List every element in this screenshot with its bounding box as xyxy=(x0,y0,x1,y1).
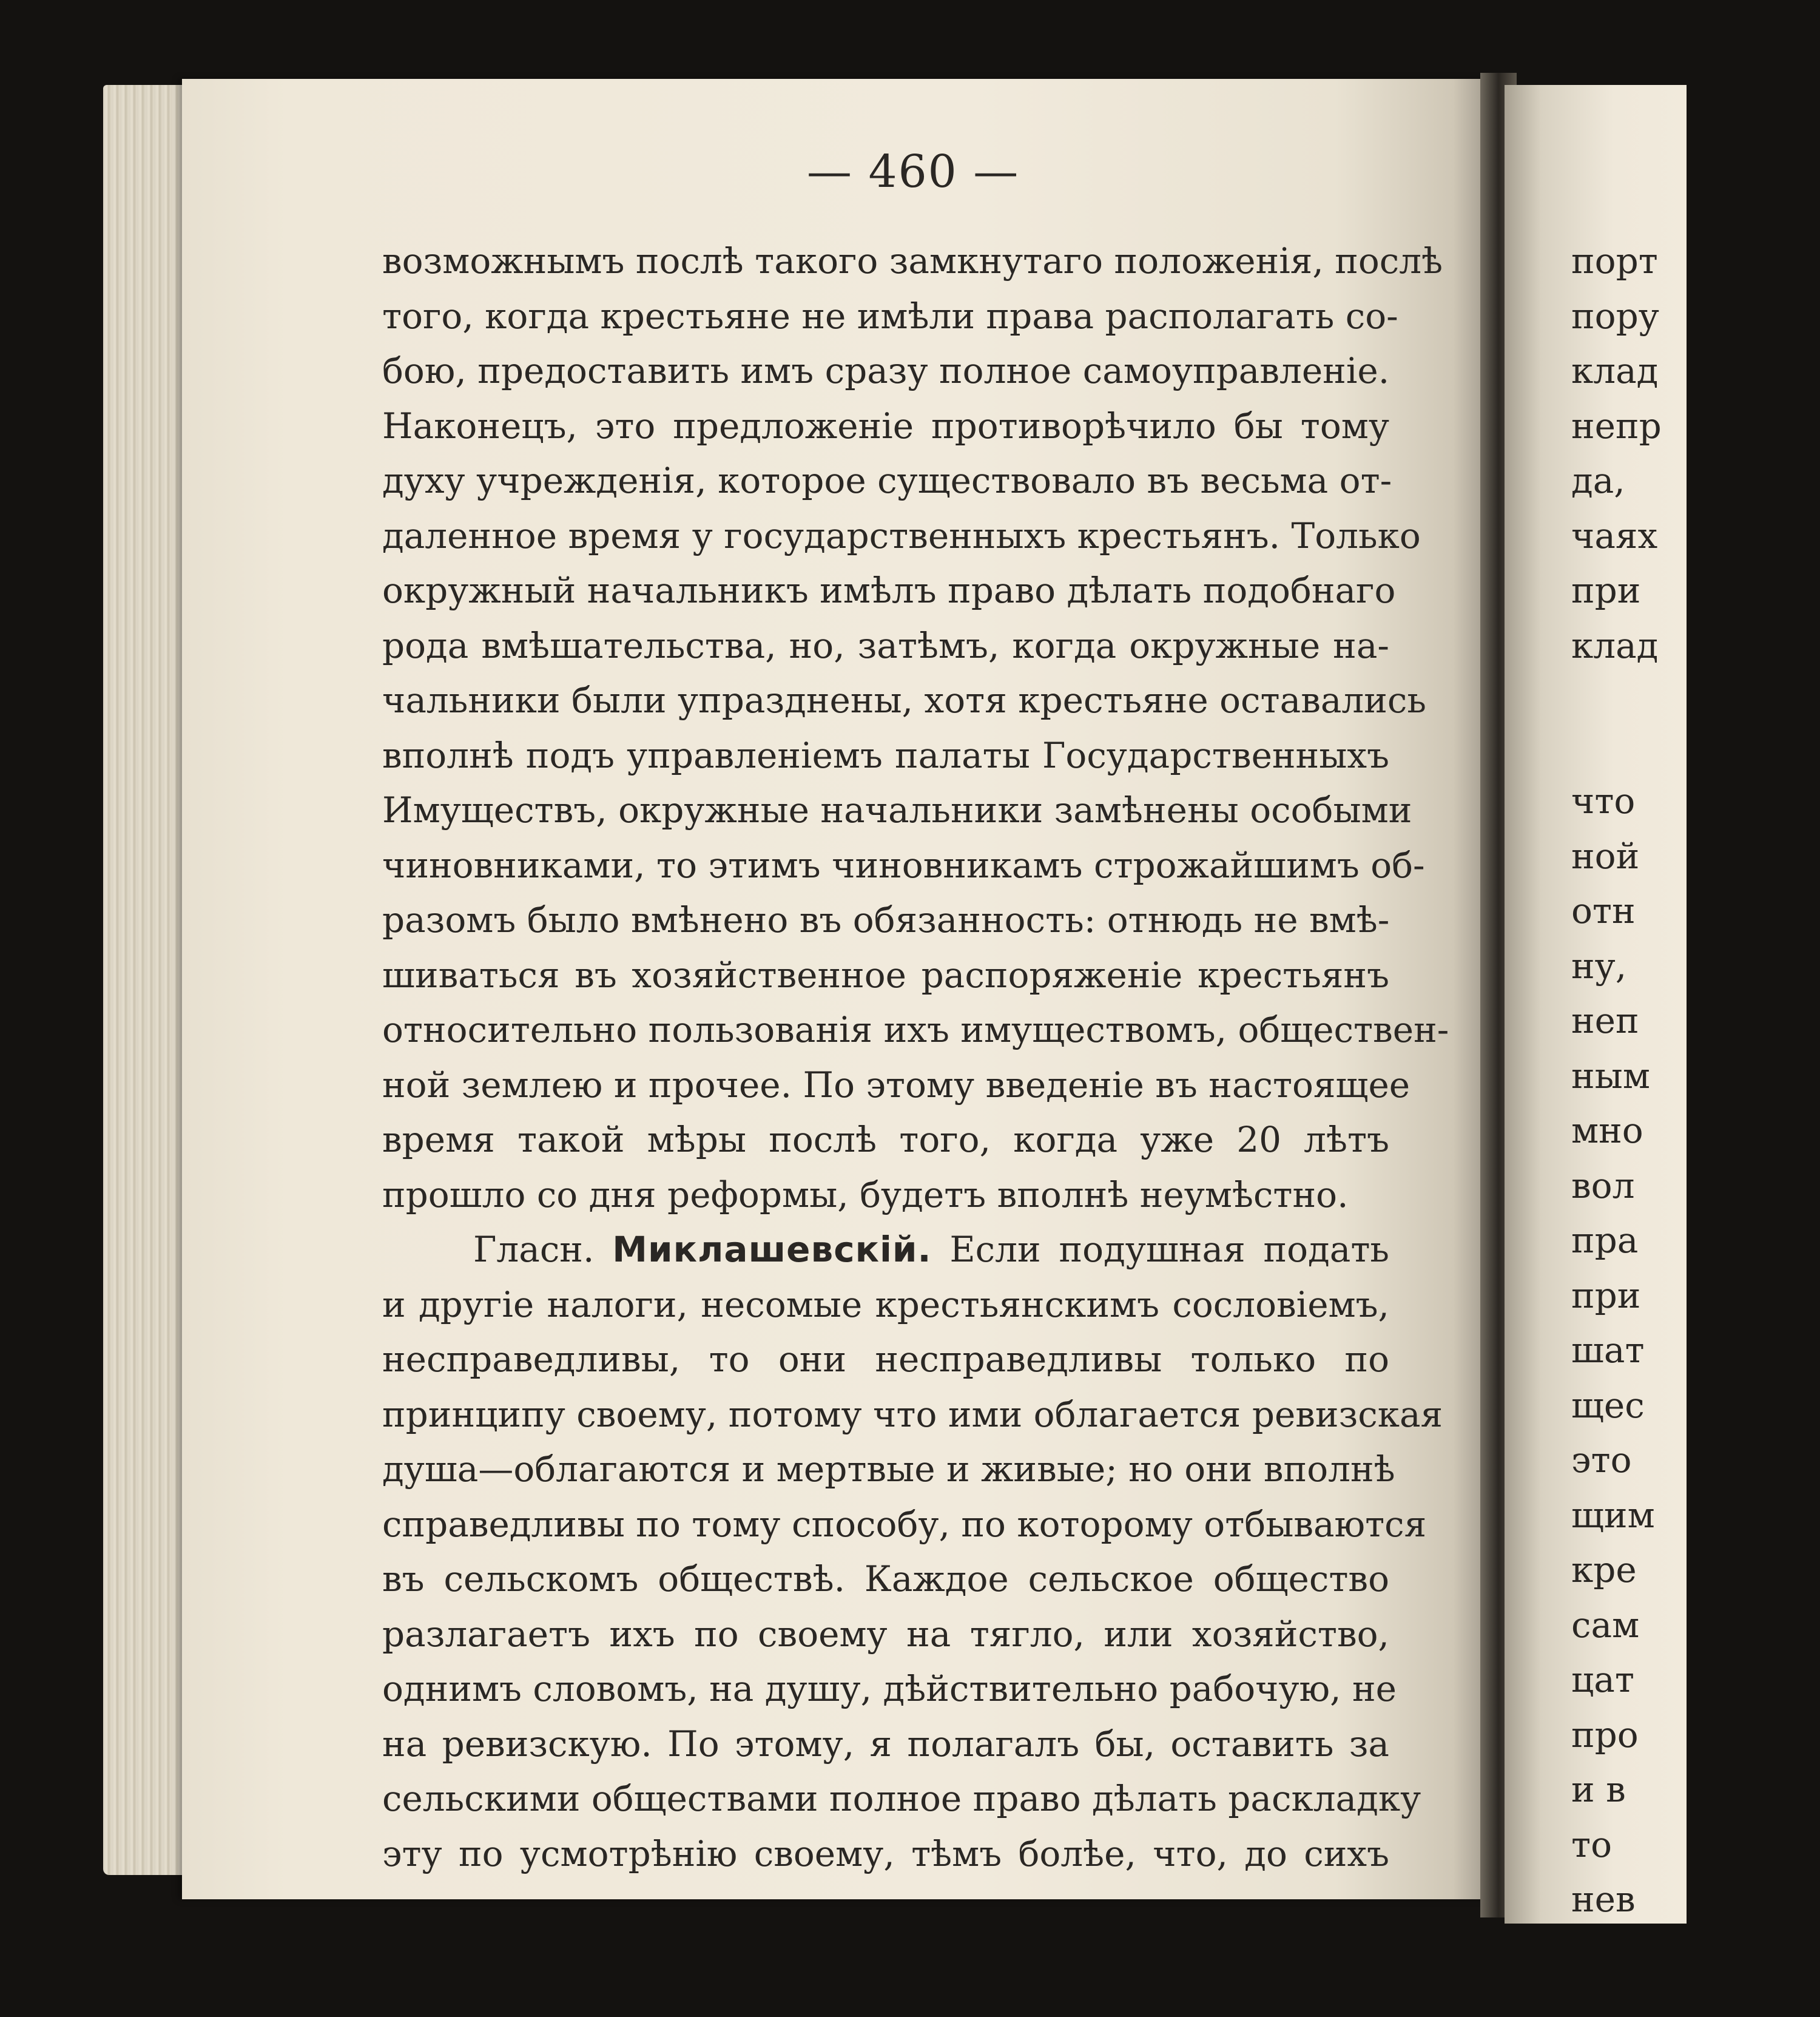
text-line: относительно пользованія ихъ имуществомъ, обществен- xyxy=(382,1009,1449,1050)
speech-first-line xyxy=(382,1222,1389,1277)
right-fragment-line: чаях xyxy=(1571,515,1658,556)
text-line: того, когда крестьяне не имѣли права располагать со- xyxy=(382,295,1398,337)
right-page-fragment xyxy=(1571,234,1668,1927)
text-line: чиновниками, то этимъ чиновникамъ строжайшимъ об- xyxy=(382,844,1425,886)
text-line: возможнымъ послѣ такого замкнутаго положенія, послѣ xyxy=(382,240,1443,282)
right-fragment-line: кре xyxy=(1571,1549,1637,1590)
right-fragment-line: клад xyxy=(1571,350,1659,391)
text-line: духу учрежденія, которое существовало въ весьма от- xyxy=(382,460,1392,501)
text-line: прошло со дня реформы, будетъ вполнѣ неумѣстно. xyxy=(382,1174,1349,1215)
text-line: однимъ словомъ, на душу, дѣйствительно рабочую, не xyxy=(382,1668,1397,1709)
text-line: въ сельскомъ обществѣ. Каждое сельское общество xyxy=(382,1558,1389,1600)
text-line: на ревизскую. По этому, я полагалъ бы, оставить за xyxy=(382,1723,1389,1765)
right-fragment-line: ну, xyxy=(1571,945,1627,987)
right-fragment-line: щес xyxy=(1571,1384,1645,1426)
main-text xyxy=(382,234,1449,1881)
right-fragment-line: неп xyxy=(1571,1000,1639,1041)
text-line: Имуществъ, окружные начальники замѣнены особыми xyxy=(382,789,1412,831)
right-fragment-line: пра xyxy=(1571,1220,1639,1261)
right-fragment-line: это xyxy=(1571,1439,1632,1481)
text-line: разомъ было вмѣнено въ обязанность: отнюдь не вмѣ- xyxy=(382,899,1390,941)
right-fragment-line: клад xyxy=(1571,624,1659,666)
text-line: и другіе налоги, несомые крестьянскимъ сословіемъ, xyxy=(382,1283,1389,1325)
text-line: разлагаетъ ихъ по своему на тягло, или хозяйство, xyxy=(382,1613,1389,1655)
right-fragment-line: то xyxy=(1571,1823,1613,1865)
speech-opening: Если подушная подать xyxy=(949,1229,1390,1270)
right-fragment-line: что xyxy=(1571,780,1636,822)
right-fragment-line: про xyxy=(1571,1714,1639,1755)
right-fragment-line: и в xyxy=(1571,1769,1626,1810)
text-line: душа—облагаются и мертвые и живые; но они вполнѣ xyxy=(382,1448,1395,1490)
text-line: Наконецъ, это предложеніе противорѣчило бы тому xyxy=(382,405,1389,447)
right-fragment-line: нев xyxy=(1571,1879,1636,1920)
text-line: бою, предоставить имъ сразу полное самоуправленіе. xyxy=(382,350,1390,391)
right-fragment-line: сам xyxy=(1571,1604,1640,1646)
right-fragment-line: да, xyxy=(1571,460,1625,501)
text-line: справедливы по тому способу, по которому отбываются xyxy=(382,1503,1427,1545)
text-line: окружный начальникъ имѣлъ право дѣлать подобнаго xyxy=(382,570,1396,611)
right-fragment-line: пору xyxy=(1571,295,1659,337)
text-line: несправедливы, то они несправедливы только по xyxy=(382,1339,1389,1380)
text-line: рода вмѣшательства, но, затѣмъ, когда окружные на- xyxy=(382,624,1389,666)
right-fragment-line: мно xyxy=(1571,1110,1643,1151)
text-line: чальники были упразднены, хотя крестьяне оставались xyxy=(382,680,1426,721)
text-line: вполнѣ подъ управленіемъ палаты Государственныхъ xyxy=(382,734,1389,776)
speaker-prefix: Гласн. xyxy=(473,1229,595,1270)
speaker-name: Миклашевскій. xyxy=(612,1229,932,1270)
right-fragment-line: ной xyxy=(1571,835,1640,877)
right-fragment-line: непр xyxy=(1571,405,1662,447)
text-line: время такой мѣры послѣ того, когда уже 20 лѣтъ xyxy=(382,1119,1389,1160)
right-fragment-line: порт xyxy=(1571,240,1658,282)
right-fragment-line: ным xyxy=(1571,1055,1650,1096)
text-line: сельскими обществами полное право дѣлать раскладку xyxy=(382,1778,1421,1819)
right-fragment-line: при xyxy=(1571,1274,1641,1316)
text-line: шиваться въ хозяйственное распоряженіе крестьянъ xyxy=(382,954,1389,996)
text-line: принципу своему, потому что ими облагается ревизская xyxy=(382,1393,1443,1435)
text-line: ной землею и прочее. По этому введеніе въ настоящее xyxy=(382,1064,1410,1106)
page-number: — 460 — xyxy=(807,146,1020,198)
text-line: эту по усмотрѣнію своему, тѣмъ болѣе, что, до сихъ xyxy=(382,1833,1389,1874)
text-line: даленное время у государственныхъ крестьянъ. Только xyxy=(382,515,1421,556)
paragraph-1 xyxy=(382,234,1449,1222)
right-fragment-line: шат xyxy=(1571,1329,1645,1371)
right-fragment-line: щим xyxy=(1571,1494,1655,1536)
right-fragment-line: цат xyxy=(1571,1659,1634,1700)
right-fragment-line: вол xyxy=(1571,1164,1635,1206)
right-fragment-line: при xyxy=(1571,570,1641,611)
right-fragment-line: отн xyxy=(1571,890,1636,931)
paragraph-2 xyxy=(382,1222,1443,1881)
